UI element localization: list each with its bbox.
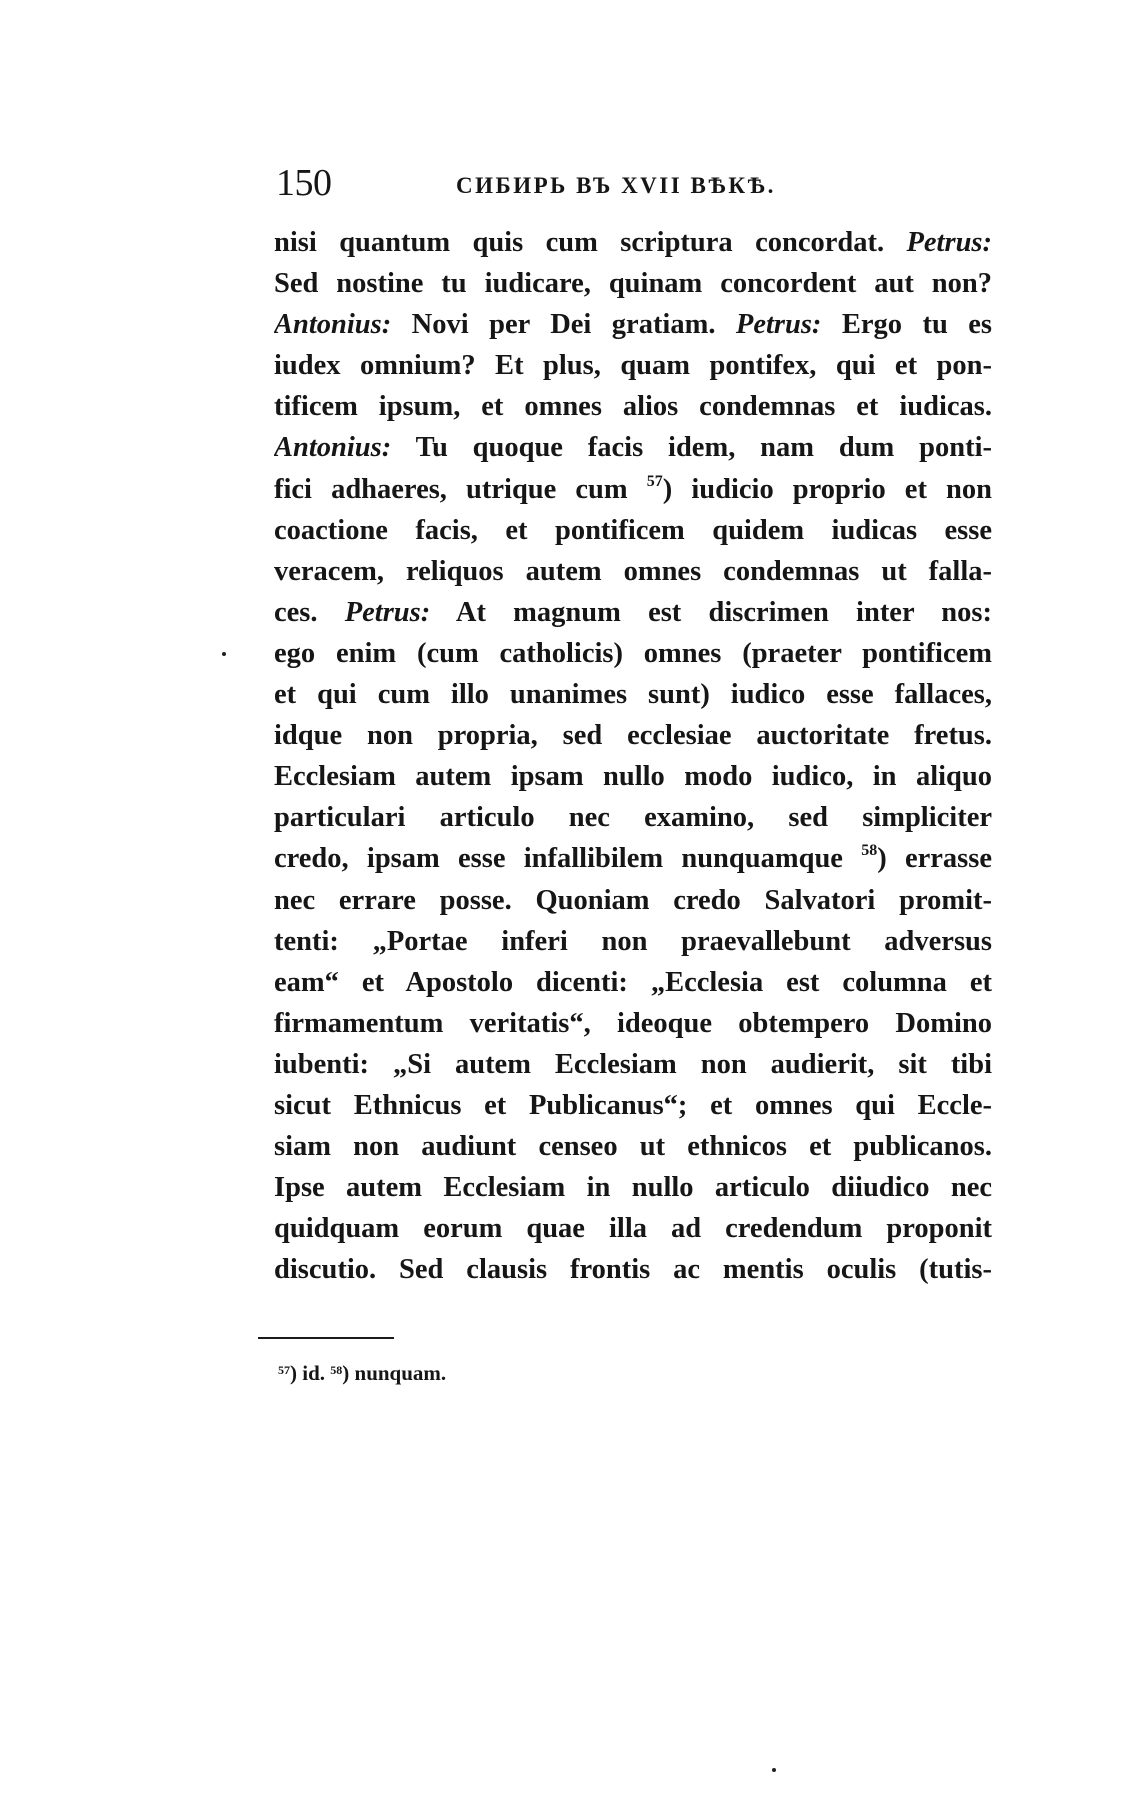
text-line: Antonius: Tu quoque facis idem, nam dum ponti- xyxy=(274,432,992,464)
footnote-57-text: ) id. xyxy=(290,1361,331,1385)
text-line: quidquam eorum quae illa ad credendum proponit xyxy=(274,1213,992,1245)
text-line: Ecclesiam autem ipsam nullo modo iudico, in aliquo xyxy=(274,761,992,793)
text-line: et qui cum illo unanimes sunt) iudico esse fallaces, xyxy=(274,679,992,711)
text-line: coactione facis, et pontificem quidem iudicas esse xyxy=(274,514,992,546)
running-head: СИБИРЬ ВЪ XVII ВѢКѢ. xyxy=(456,173,776,198)
text-line: iudex omnium? Et plus, quam pontifex, qui et pon- xyxy=(274,350,992,382)
text-line: Ipse autem Ecclesiam in nullo articulo diiudico nec xyxy=(274,1172,992,1204)
speaker-name: Petrus: xyxy=(906,227,992,258)
page-number: 150 xyxy=(276,162,332,204)
text-line: sicut Ethnicus et Publicanus“; et omnes qui Eccle- xyxy=(274,1089,992,1121)
speaker-name: Petrus: xyxy=(735,309,822,341)
text-line: eam“ et Apostolo dicenti: „Ecclesia est columna et xyxy=(274,966,992,998)
footnote-divider xyxy=(258,1337,394,1339)
print-speck xyxy=(772,1768,776,1772)
text-line: ego enim (cum catholicis) omnes (praeter pontificem xyxy=(274,637,992,669)
text-line: particulari articulo nec examino, sed simpliciter xyxy=(274,802,992,834)
text-line: veracem, reliquos autem omnes condemnas ut falla- xyxy=(274,555,992,587)
footnote-58-text: ) nunquam. xyxy=(342,1361,447,1385)
speaker-name: Antonius: xyxy=(274,309,392,341)
text-line: iubenti: „Si autem Ecclesiam non audierit, sit tibi xyxy=(274,1048,992,1080)
footnote-ref-58: 58 xyxy=(861,842,878,860)
body-text xyxy=(274,222,992,1290)
text-line: fici adhaeres, utrique cum $^{57}$) iudicio proprio et non xyxy=(274,472,992,505)
text-line: credo, ipsam esse infallibilem nunquamque $^{58}$) errasse xyxy=(274,842,992,875)
page-header xyxy=(276,158,996,208)
footnote-ref-57: 57 xyxy=(646,472,663,490)
text-line: discutio. Sed clausis frontis ac mentis oculis (tutis- xyxy=(274,1254,992,1286)
speaker-name: Petrus: xyxy=(344,596,431,628)
print-speck xyxy=(222,652,226,656)
speaker-name: Antonius: xyxy=(274,432,392,464)
footnotes xyxy=(278,1358,446,1388)
text-line: ces. Petrus: At magnum est discrimen inter nos: xyxy=(274,596,992,628)
footnote-marker-57: 57 xyxy=(278,1363,290,1377)
text-line: idque non propria, sed ecclesiae auctoritate fretus. xyxy=(274,720,992,752)
text-line: nisi quantum quis cum scriptura concordat. Petrus: xyxy=(274,227,992,258)
text-line: tificem ipsum, et omnes alios condemnas et iudicas. xyxy=(274,391,992,423)
text-line: nec errare posse. Quoniam credo Salvatori promit- xyxy=(274,884,992,916)
text-line: siam non audiunt censeo ut ethnicos et publicanos. xyxy=(274,1131,992,1163)
text-line: Antonius: Novi per Dei gratiam. Petrus: Ergo tu es xyxy=(274,309,992,341)
text-line: Sed nostine tu iudicare, quinam concordent aut non? xyxy=(274,268,992,300)
text-line: tenti: „Portae inferi non praevallebunt adversus xyxy=(274,925,992,957)
text-line: firmamentum veritatis“, ideoque obtempero Domino xyxy=(274,1007,992,1039)
footnote-marker-58: 58 xyxy=(330,1363,343,1377)
